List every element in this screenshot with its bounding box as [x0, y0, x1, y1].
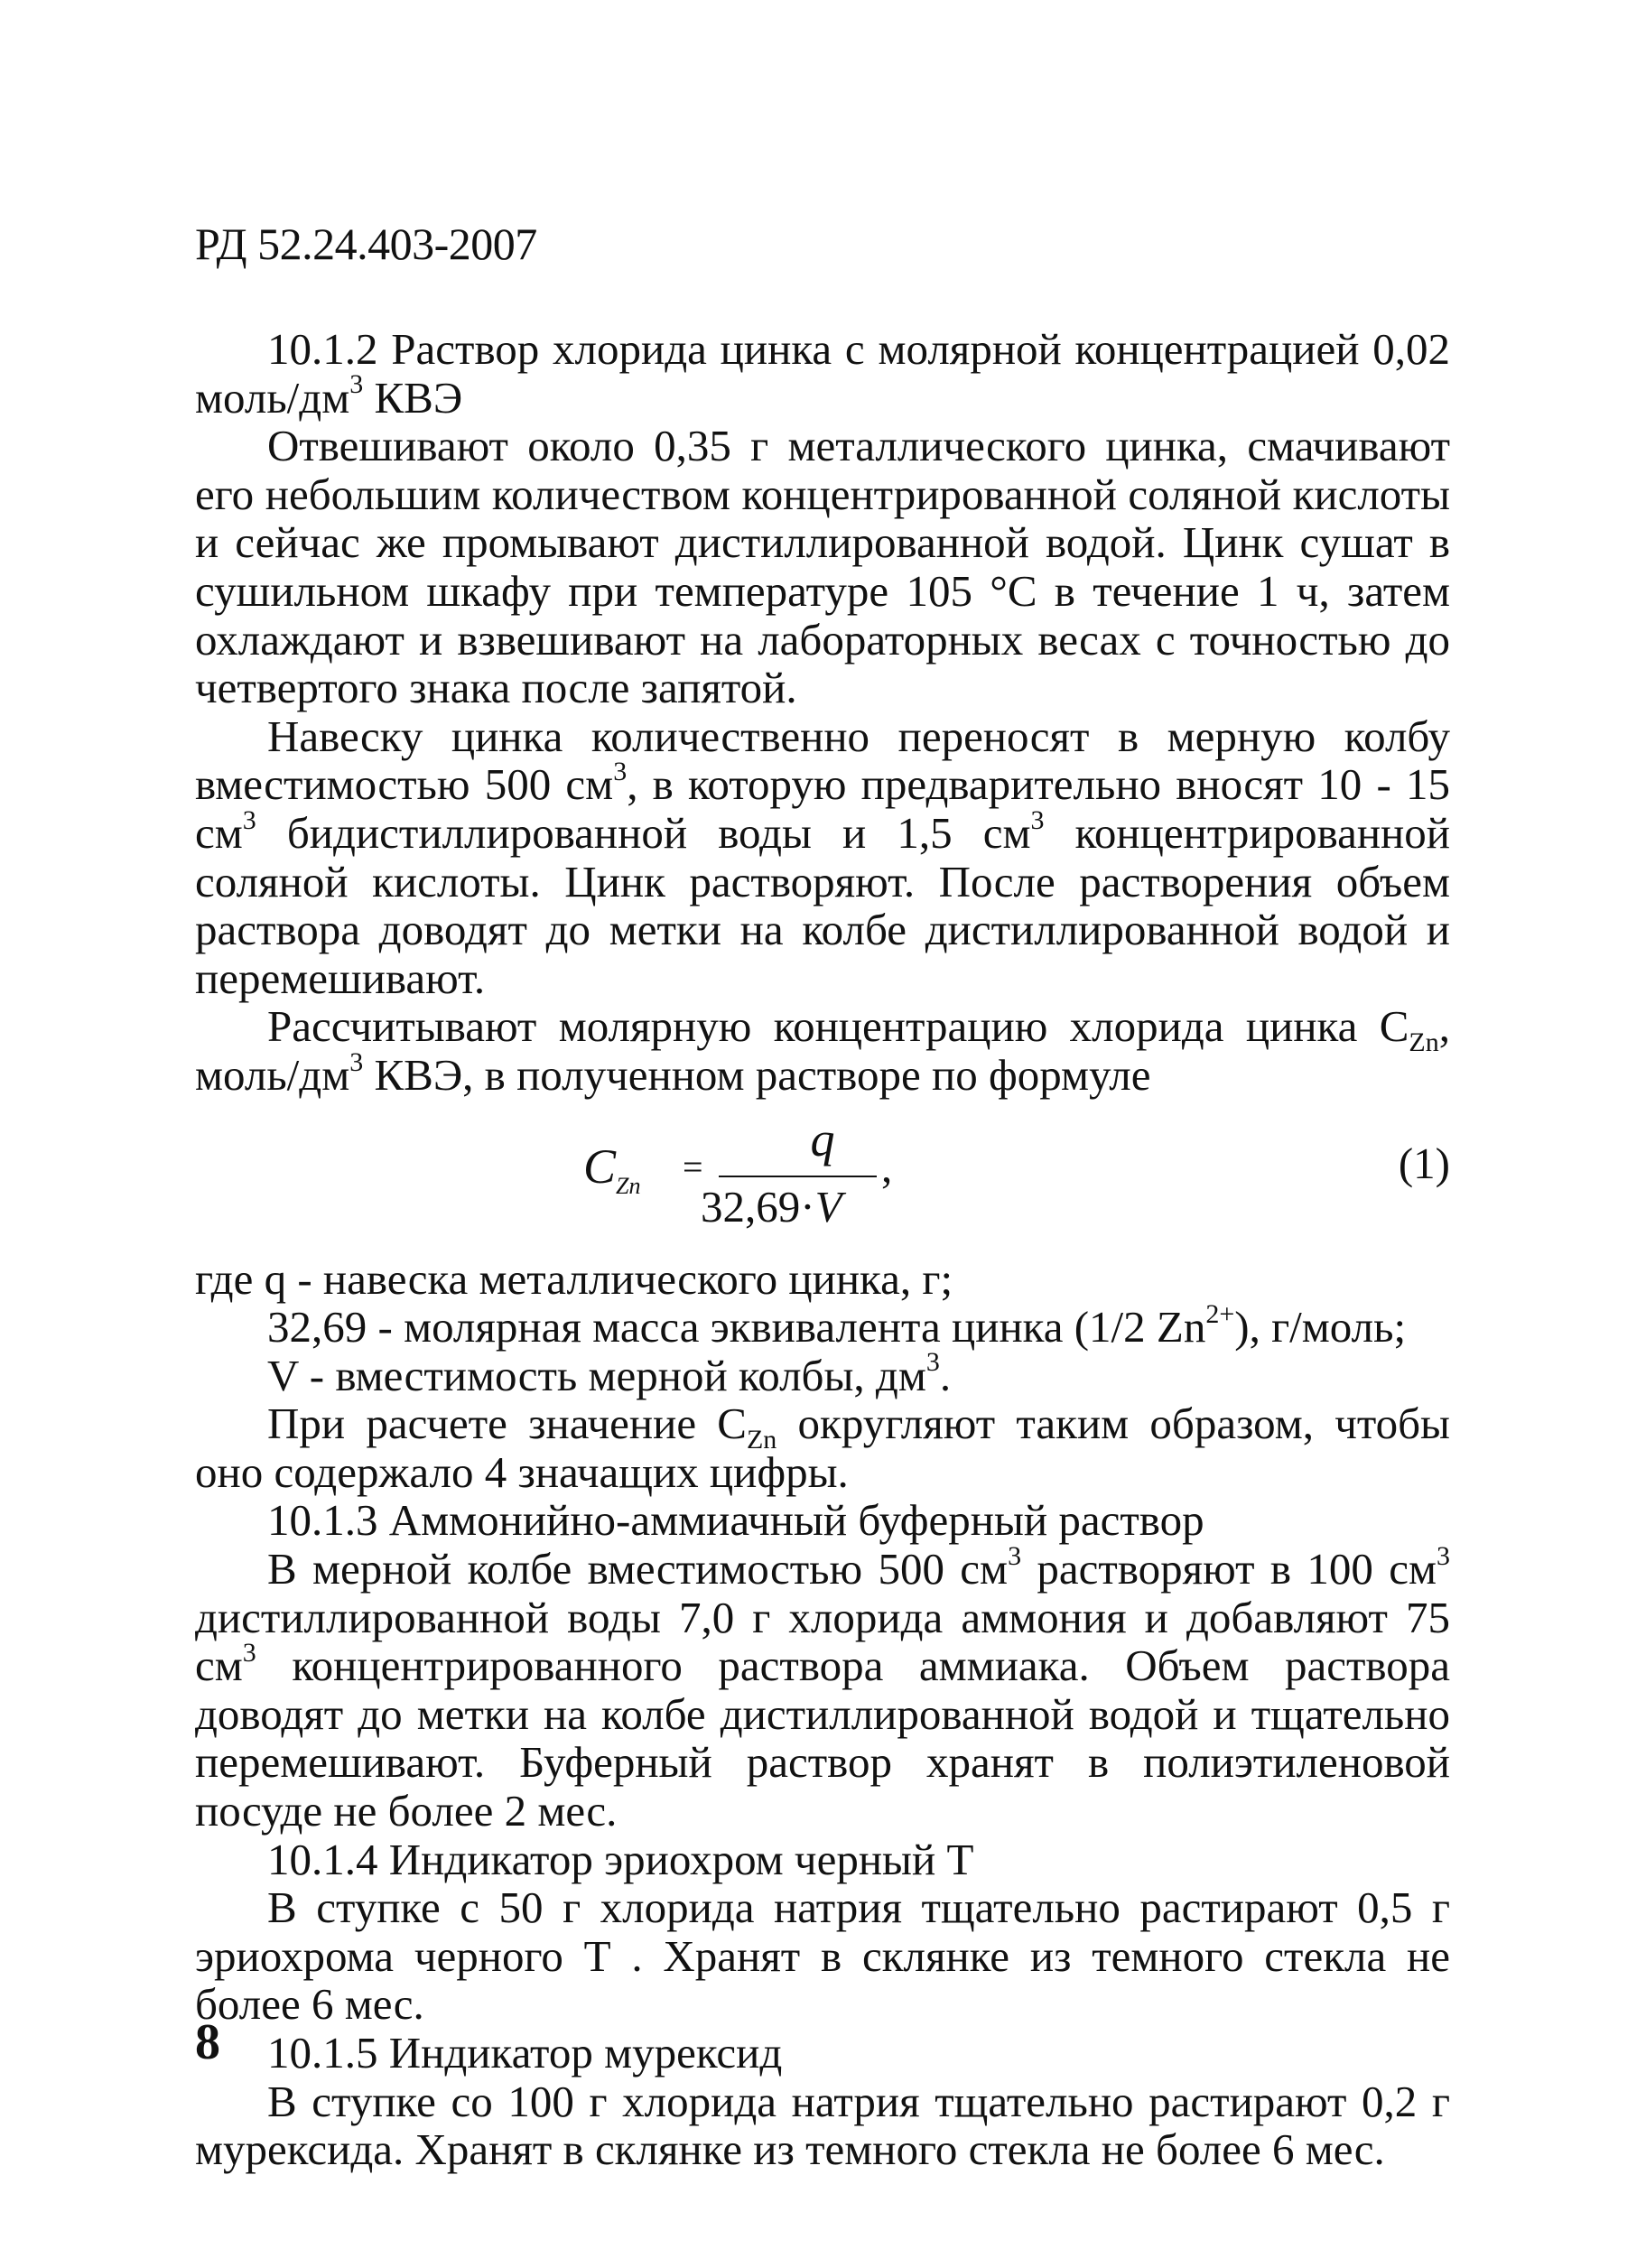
section-10-1-4-heading: 10.1.4 Индикатор эриохром черный Т	[267, 1834, 974, 1884]
document-body	[195, 325, 1450, 2174]
formula-number-label: (1)	[1398, 1138, 1450, 1188]
section-10-1-5-heading: 10.1.5 Индикатор мурексид	[267, 2028, 783, 2077]
formula-equals: =	[683, 1146, 703, 1187]
formula-1	[195, 1107, 1450, 1251]
formula-legend-q: где q - навеска металлического цинка, г;	[195, 1253, 953, 1304]
formula-lhs: $C_{Zn}$	[583, 1139, 641, 1199]
formula-comma: ,	[881, 1141, 893, 1192]
formula-expression	[583, 1111, 944, 1242]
formula-numerator: q	[810, 1111, 835, 1167]
section-10-1-3-paragraph: В мерной колбе вместимостью 500 $см^3$ растворяют в 100 $см^3$ дистиллированной воды 7,0 г хлорида аммония и добавляют 75 $см^3$ концентрированного раствора аммиака. Объем раствора доводят до метки на колбе дистиллированной водой и тщательно перемешивают. Буферный раствор хранят в полиэтиленовой посуде не более 2 мес.	[195, 1540, 1450, 1836]
page-number: 8	[195, 2014, 220, 2070]
section-10-1-2-heading: 10.1.2 Раствор хлорида цинка с молярной концентрацией 0,02 моль/$дм^3$ КВЭ	[195, 324, 1450, 423]
formula-legend-molar-mass: 32,69 - молярная масса эквивалента цинка (1/2 $Zn^{2+}$), г/моль;	[267, 1298, 1407, 1352]
section-10-1-4-paragraph: В ступке с 50 г хлорида натрия тщательно растирают 0,5 г эриохрома черного Т . Хранят в склянке из темного стекла не более 6 мес.	[195, 1882, 1450, 2030]
section-10-1-5-paragraph: В ступке со 100 г хлорида натрия тщательно растирают 0,2 г мурексида. Хранят в склянке из темного стекла не более 6 мес.	[195, 2076, 1450, 2175]
document-code-header: РД 52.24.403-2007	[195, 218, 537, 269]
formula-legend-volume: V - вместимость мерной колбы, $дм^3$.	[267, 1347, 952, 1400]
section-10-1-2-paragraph-3: Рассчитывают молярную концентрацию хлорида цинка $С_{Zn}$, моль/$дм^3$ КВЭ, в полученном растворе по формуле	[195, 1001, 1450, 1100]
formula-denominator: 32,69·V	[701, 1181, 842, 1232]
formula-fraction-bar	[719, 1176, 877, 1177]
section-10-1-2-paragraph-1: Отвешивают около 0,35 г металлического цинка, смачивают его небольшим количеством концентрированной соляной кислоты и сейчас же промывают дистиллированной водой. Цинк сушат в сушильном шкафу при температуре 105 °С в течение 1 ч, затем охлаждают и взвешивают на лабораторных весах с точностью до четвертого знака после запятой.	[195, 421, 1450, 713]
section-10-1-2-paragraph-2: Навеску цинка количественно переносят в мерную колбу вместимостью 500 $см^3$, в которую предварительно вносят 10 - 15 $см^3$ бидистиллированной воды и 1,5 $см^3$ концентрированной соляной кислоты. Цинк растворяют. После растворения объем раствора доводят до метки на колбе дистиллированной водой и перемешивают.	[195, 711, 1450, 1003]
section-10-1-3-heading: 10.1.3 Аммонийно-аммиачный буферный раствор	[267, 1495, 1204, 1546]
rounding-note: При расчете значение $С_{Zn}$ округляют таким образом, чтобы оно содержало 4 значащих цифры.	[195, 1399, 1450, 1497]
